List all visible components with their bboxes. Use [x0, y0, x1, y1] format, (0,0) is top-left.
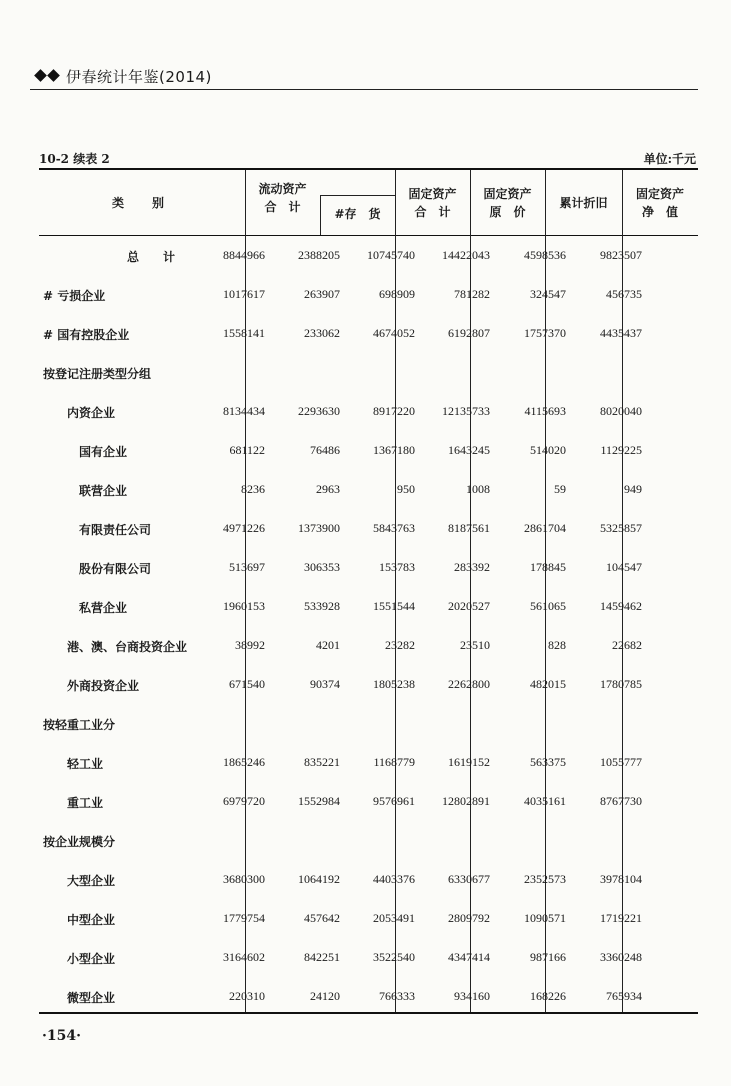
table-cell: 2352573	[524, 872, 566, 886]
table-row	[39, 638, 698, 658]
table-cell: 514020	[530, 443, 566, 457]
row-label: 有限责任公司	[79, 523, 152, 537]
table-cell: 2262800	[448, 677, 490, 691]
table-cell: 1373900	[298, 521, 340, 535]
col-header-category: 类 别	[111, 196, 172, 210]
table-row	[39, 248, 698, 268]
table-unit: 单位:千元	[643, 152, 696, 166]
table-cell: 9823507	[600, 248, 642, 262]
col-header-depreciation: 累计折旧	[559, 196, 608, 210]
table-bottom-rule	[39, 1012, 698, 1014]
table-cell: 23282	[385, 638, 415, 652]
table-cell: 76486	[310, 443, 340, 457]
table-cell: 698909	[379, 287, 415, 301]
table-cell: 828	[548, 638, 566, 652]
subheader-rule	[320, 195, 395, 196]
table-cell: 5843763	[373, 521, 415, 535]
table-cell: 766333	[379, 989, 415, 1003]
row-label: 外商投资企业	[67, 679, 140, 693]
row-label: 微型企业	[67, 991, 116, 1005]
table-cell: 2293630	[298, 404, 340, 418]
table-row	[39, 872, 698, 892]
col-header-fixed-assets: 固定资产 合 计	[408, 187, 457, 219]
table-cell: 2809792	[448, 911, 490, 925]
table-cell: 24120	[310, 989, 340, 1003]
table-cell: 1017617	[223, 287, 265, 301]
table-cell: 3164602	[223, 950, 265, 964]
table-cell: 6192807	[448, 326, 490, 340]
table-cell: 12802891	[442, 794, 490, 808]
col-header-net-value: 固定资产 净 值	[635, 187, 684, 219]
table-row	[39, 560, 698, 580]
table-cell: 3522540	[373, 950, 415, 964]
table-row	[39, 833, 698, 853]
diamond-icon	[34, 69, 47, 82]
row-label: # 国有控股企业	[43, 328, 130, 342]
table-cell: 671540	[229, 677, 265, 691]
diamond-icon	[47, 69, 60, 82]
row-label: 按企业规模分	[43, 835, 116, 849]
table-cell: 168226	[530, 989, 566, 1003]
table-cell: 1064192	[298, 872, 340, 886]
table-cell: 6979720	[223, 794, 265, 808]
table-row	[39, 599, 698, 619]
table-row	[39, 794, 698, 814]
table-cell: 9576961	[373, 794, 415, 808]
table-cell: 681122	[229, 443, 265, 457]
table-cell: 23510	[460, 638, 490, 652]
table-row	[39, 443, 698, 463]
table-cell: 1780785	[600, 677, 642, 691]
table-row	[39, 911, 698, 931]
table-cell: 8236	[241, 482, 265, 496]
table-cell: 533928	[304, 599, 340, 613]
row-label: 小型企业	[67, 952, 116, 966]
table-cell: 8767730	[600, 794, 642, 808]
table-cell: 1719221	[600, 911, 642, 925]
table-cell: 3680300	[223, 872, 265, 886]
table-cell: 6330677	[448, 872, 490, 886]
table-cell: 2020527	[448, 599, 490, 613]
table-cell: 1129225	[600, 443, 642, 457]
row-label: 按轻重工业分	[43, 718, 116, 732]
table-cell: 949	[624, 482, 642, 496]
col-header-inventory: #存 货	[334, 207, 381, 221]
table-cell: 2053491	[373, 911, 415, 925]
row-label: 私营企业	[79, 601, 128, 615]
table-cell: 950	[397, 482, 415, 496]
row-label: 股份有限公司	[79, 562, 152, 576]
page-number: ·154·	[42, 1028, 81, 1044]
table-cell: 38992	[235, 638, 265, 652]
row-label: 按登记注册类型分组	[43, 367, 152, 381]
row-label: 中型企业	[67, 913, 116, 927]
table-cell: 1960153	[223, 599, 265, 613]
table-cell: 4674052	[373, 326, 415, 340]
table-cell: 306353	[304, 560, 340, 574]
table-cell: 5325857	[600, 521, 642, 535]
table-cell: 2861704	[524, 521, 566, 535]
row-label: 国有企业	[79, 445, 128, 459]
table-cell: 4115693	[524, 404, 566, 418]
table-cell: 482015	[530, 677, 566, 691]
table-cell: 90374	[310, 677, 340, 691]
table-row	[39, 950, 698, 970]
table-cell: 457642	[304, 911, 340, 925]
table-cell: 1168779	[373, 755, 415, 769]
table-row	[39, 521, 698, 541]
table-row	[39, 404, 698, 424]
table-cell: 4347414	[448, 950, 490, 964]
table-cell: 1008	[466, 482, 490, 496]
table-cell: 563375	[530, 755, 566, 769]
table-cell: 104547	[606, 560, 642, 574]
table-cell: 2388205	[298, 248, 340, 262]
table-cell: 153783	[379, 560, 415, 574]
table-cell: 8020040	[600, 404, 642, 418]
table-cell: 1367180	[373, 443, 415, 457]
row-label: 重工业	[67, 796, 104, 810]
table-cell: 220310	[229, 989, 265, 1003]
book-title: 伊春统计年鉴(2014)	[66, 68, 212, 86]
table-cell: 2963	[316, 482, 340, 496]
table-row	[39, 287, 698, 307]
col-header-current-assets: 流动资产 合 计	[258, 182, 307, 214]
running-header	[30, 66, 698, 88]
table-cell: 4435437	[600, 326, 642, 340]
table-cell: 8844966	[223, 248, 265, 262]
table-cell: 4971226	[223, 521, 265, 535]
table-cell: 59	[554, 482, 566, 496]
table-top-rule	[39, 168, 698, 170]
table-cell: 8917220	[373, 404, 415, 418]
table-cell: 1805238	[373, 677, 415, 691]
table-cell: 4403376	[373, 872, 415, 886]
table-cell: 456735	[606, 287, 642, 301]
table-header-rule	[39, 235, 698, 236]
table-cell: 8134434	[223, 404, 265, 418]
table-cell: 4201	[316, 638, 340, 652]
table-cell: 8187561	[448, 521, 490, 535]
row-label: 内资企业	[67, 406, 116, 420]
table-cell: 1619152	[448, 755, 490, 769]
table-cell: 842251	[304, 950, 340, 964]
table-cell: 12135733	[442, 404, 490, 418]
table-cell: 3360248	[600, 950, 642, 964]
table-cell: 263907	[304, 287, 340, 301]
table-cell: 324547	[530, 287, 566, 301]
table-number: 10-2 续表 2	[39, 152, 110, 166]
table-cell: 835221	[304, 755, 340, 769]
table-cell: 1865246	[223, 755, 265, 769]
table-cell: 14422043	[442, 248, 490, 262]
table-cell: 1551544	[373, 599, 415, 613]
table-cell: 4035161	[524, 794, 566, 808]
row-label: 大型企业	[67, 874, 116, 888]
table-row	[39, 365, 698, 385]
table-cell: 1779754	[223, 911, 265, 925]
header-rule	[30, 89, 698, 90]
table-cell: 1055777	[600, 755, 642, 769]
table-cell: 22682	[612, 638, 642, 652]
row-label: 联营企业	[79, 484, 128, 498]
table-cell: 1459462	[600, 599, 642, 613]
table-cell: 513697	[229, 560, 265, 574]
table-row	[39, 326, 698, 346]
table-cell: 3978104	[600, 872, 642, 886]
row-label: 港、澳、台商投资企业	[67, 640, 188, 654]
table-cell: 934160	[454, 989, 490, 1003]
table-cell: 1558141	[223, 326, 265, 340]
row-label: 总 计	[127, 250, 182, 264]
table-cell: 233062	[304, 326, 340, 340]
table-cell: 1643245	[448, 443, 490, 457]
table-cell: 283392	[454, 560, 490, 574]
row-label: # 亏损企业	[43, 289, 106, 303]
table-row	[39, 677, 698, 697]
table-cell: 1757370	[524, 326, 566, 340]
table-cell: 178845	[530, 560, 566, 574]
row-label: 轻工业	[67, 757, 104, 771]
table-cell: 561065	[530, 599, 566, 613]
table-row	[39, 989, 698, 1009]
table-row	[39, 755, 698, 775]
table-row	[39, 482, 698, 502]
table-cell: 1552984	[298, 794, 340, 808]
table-cell: 4598536	[524, 248, 566, 262]
table-cell: 765934	[606, 989, 642, 1003]
table-row	[39, 716, 698, 736]
col-header-fixed-original: 固定资产 原 价	[483, 187, 532, 219]
table-cell: 781282	[454, 287, 490, 301]
table-cell: 987166	[530, 950, 566, 964]
table-cell: 10745740	[367, 248, 415, 262]
table-cell: 1090571	[524, 911, 566, 925]
